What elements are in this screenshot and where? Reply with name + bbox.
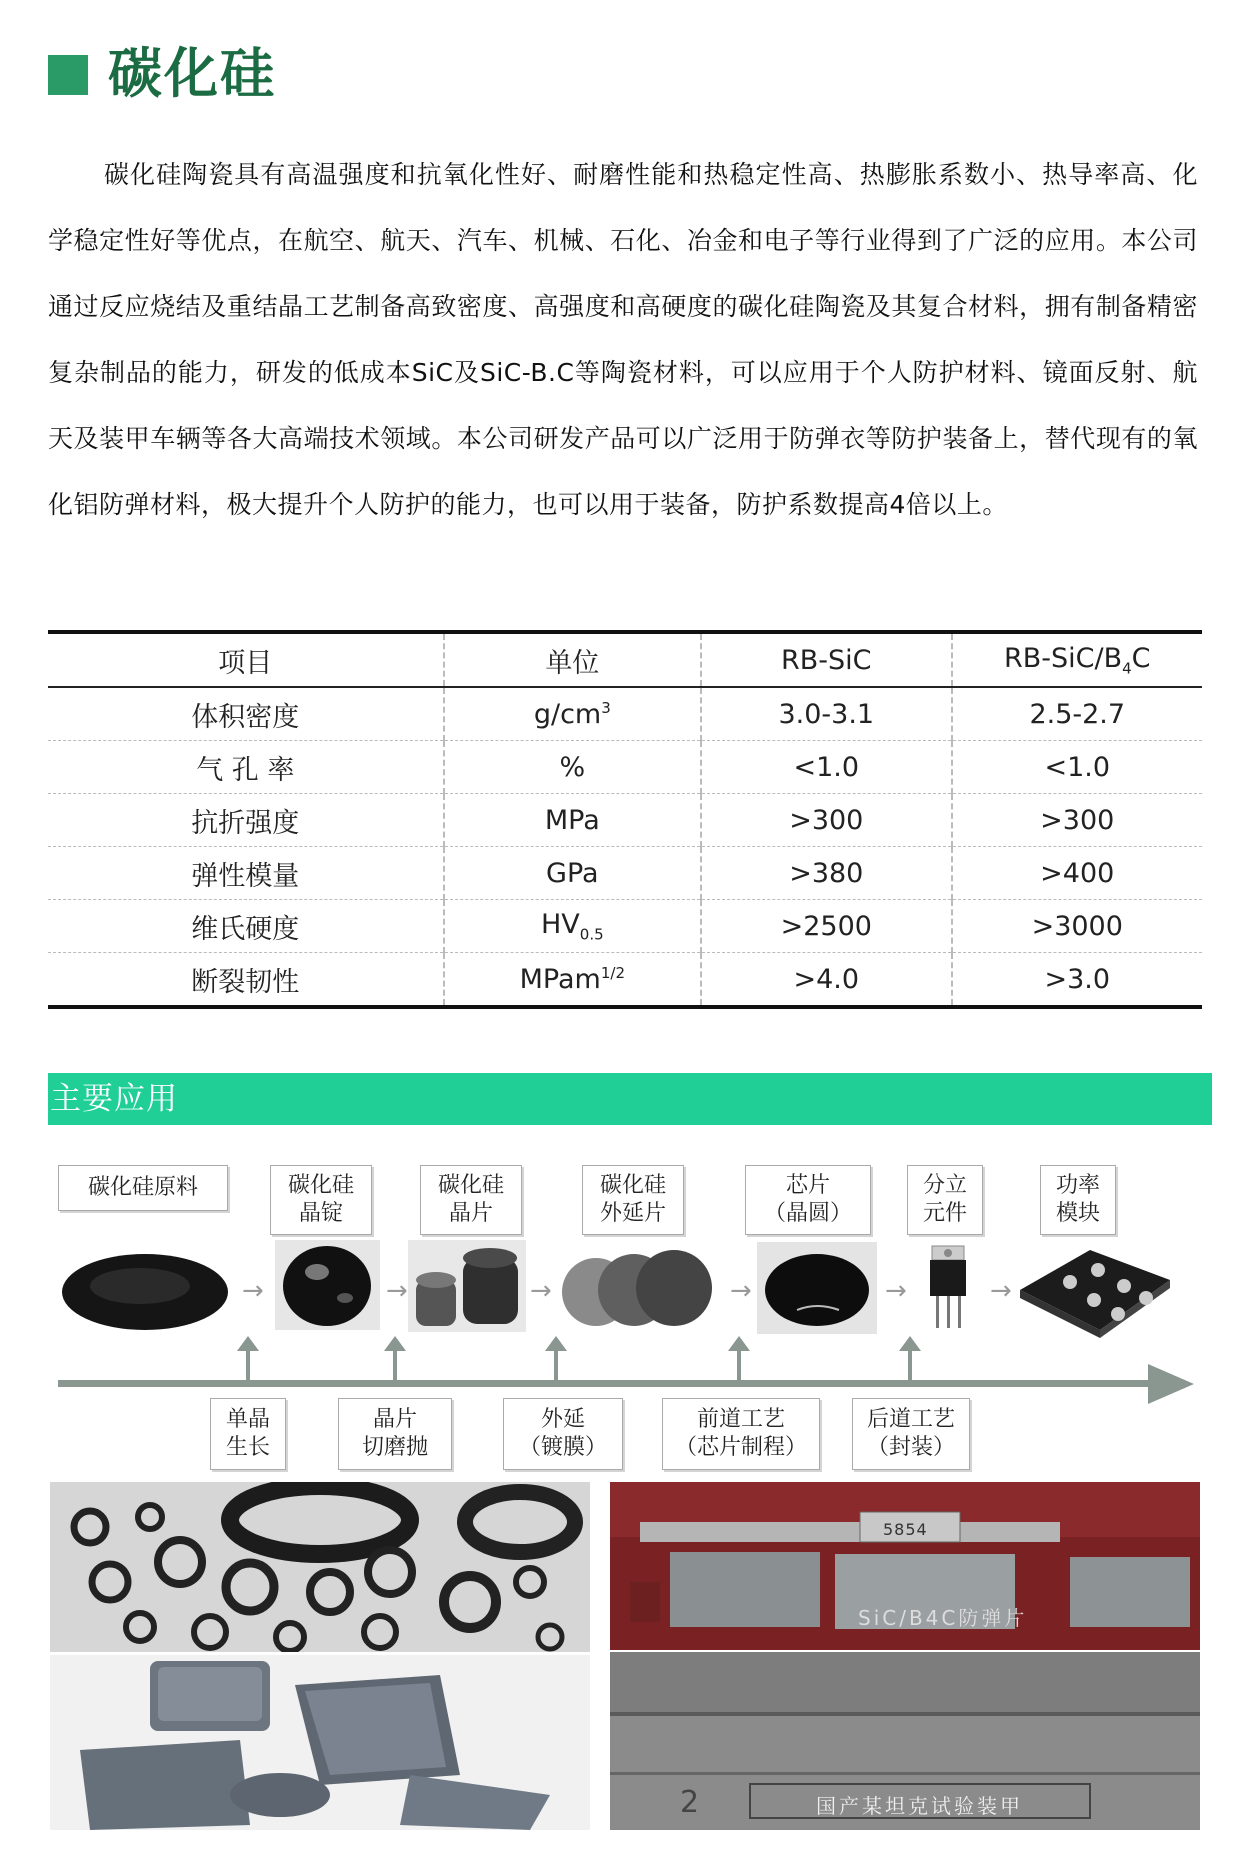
row-rb-value: >4.0 <box>701 953 951 1008</box>
flow-arrow: → <box>242 1276 264 1306</box>
section-title-bar: 主要应用 <box>48 1073 1212 1125</box>
row-rb-value: >2500 <box>701 900 951 953</box>
armor-plates-photo <box>610 1482 1200 1650</box>
armor-test-label: 国产某坦克试验装甲 <box>816 1794 1023 1818</box>
chip-wafer-photo <box>757 1242 877 1334</box>
row-rbb4c-value: >3.0 <box>952 953 1202 1008</box>
row-item: 体积密度 <box>191 701 300 733</box>
product-box-wafer <box>420 1165 522 1235</box>
product-label: 碳化硅 <box>437 1173 504 1198</box>
flow-arrow: → <box>990 1276 1012 1306</box>
row-rbb4c-value: >3000 <box>952 900 1202 953</box>
wafer-stack-photo <box>408 1240 526 1332</box>
product-label: 分立 <box>922 1173 967 1198</box>
product-label: 晶锭 <box>298 1201 343 1226</box>
header-unit: 单位 <box>444 632 701 687</box>
step-label: 晶片 <box>372 1407 417 1432</box>
step-box-crystal-growth <box>210 1398 286 1470</box>
product-box-discrete <box>907 1165 983 1235</box>
timeline-up-arrow <box>237 1336 259 1351</box>
product-label: 芯片 <box>785 1173 830 1198</box>
armor-test-photo <box>610 1652 1200 1830</box>
product-label: （晶圆） <box>763 1201 852 1226</box>
row-item: 气 孔 率 <box>196 754 295 786</box>
table-row <box>48 794 1202 847</box>
step-box-back-end <box>852 1398 970 1470</box>
step-label: （芯片制程） <box>674 1435 807 1460</box>
ceramic-trays-photo <box>50 1655 590 1830</box>
intro-section <box>48 142 1198 538</box>
header-rb-sic: RB-SiC <box>701 632 951 687</box>
timeline-up-arrow <box>728 1336 750 1351</box>
row-item: 维氏硬度 <box>191 913 300 945</box>
product-box-module <box>1040 1165 1116 1235</box>
step-box-epitaxy <box>503 1398 623 1470</box>
raw-powder-photo <box>60 1240 230 1340</box>
epi-wafer-photo <box>556 1240 716 1335</box>
armor-plate-label: SiC/B4C防弹片 <box>858 1606 1028 1630</box>
table-row <box>48 953 1202 1008</box>
product-label: 晶片 <box>448 1201 493 1226</box>
timeline-connector <box>246 1350 250 1382</box>
step-label: 外延 <box>540 1407 585 1432</box>
flow-arrow: → <box>530 1276 552 1306</box>
title-marker <box>48 55 88 95</box>
product-label: 模块 <box>1055 1201 1100 1226</box>
timeline-connector <box>908 1350 912 1382</box>
product-label: 功率 <box>1055 1173 1100 1198</box>
timeline-up-arrow <box>899 1336 921 1351</box>
table-header-row <box>48 632 1202 687</box>
row-item: 断裂韧性 <box>191 966 300 998</box>
step-label: 前道工艺 <box>696 1407 785 1432</box>
step-label: （封装） <box>866 1435 955 1460</box>
row-item: 弹性模量 <box>191 860 300 892</box>
table-row <box>48 687 1202 741</box>
product-box-ingot <box>270 1165 372 1235</box>
product-label: 碳化硅原料 <box>87 1175 198 1200</box>
row-rbb4c-value: >300 <box>952 794 1202 847</box>
discrete-device-photo <box>918 1240 978 1335</box>
step-box-slicing <box>338 1398 452 1470</box>
product-box-chip <box>745 1165 871 1235</box>
page-title: 碳化硅 <box>108 42 276 105</box>
row-rbb4c-value: >400 <box>952 847 1202 900</box>
row-rb-value: >380 <box>701 847 951 900</box>
product-box-epi-wafer <box>582 1165 684 1235</box>
ingot-photo <box>275 1240 380 1330</box>
product-label: 元件 <box>922 1201 967 1226</box>
svg-text:2: 2 <box>680 1785 700 1820</box>
timeline-up-arrow <box>384 1336 406 1351</box>
flow-arrow: → <box>730 1276 752 1306</box>
process-timeline <box>58 1380 1158 1387</box>
product-box-raw-material <box>58 1165 228 1211</box>
row-rb-value: >300 <box>701 794 951 847</box>
step-label: （镀膜） <box>518 1435 607 1460</box>
power-module-photo <box>1010 1240 1175 1340</box>
step-label: 单晶 <box>225 1407 270 1432</box>
properties-table <box>48 630 1202 1009</box>
flow-arrow: → <box>885 1276 907 1306</box>
header-item: 项目 <box>218 647 273 679</box>
row-unit: % <box>444 741 701 794</box>
row-unit: MPam$^{1/2}$ <box>444 953 701 1008</box>
table-row <box>48 741 1202 794</box>
row-rbb4c-value: 2.5-2.7 <box>952 687 1202 741</box>
timeline-up-arrow <box>545 1336 567 1351</box>
seal-rings-photo <box>50 1482 590 1652</box>
row-rb-value: 3.0-3.1 <box>701 687 951 741</box>
row-rb-value: <1.0 <box>701 741 951 794</box>
step-label: 切磨抛 <box>361 1435 428 1460</box>
product-label: 外延片 <box>599 1201 666 1226</box>
row-unit: GPa <box>444 847 701 900</box>
timeline-connector <box>554 1350 558 1382</box>
intro-paragraph: 碳化硅陶瓷具有高温强度和抗氧化性好、耐磨性能和热稳定性高、热膨胀系数小、热导率高、化学稳定性好等优点，在航空、航天、汽车、机械、石化、冶金和电子等行业得到了广泛的应用。本公司通过反应烧结及重结晶工艺制备高致密度、高强度和高硬度的碳化硅陶瓷及其复合材料，拥有制备精密复杂制品的能力，研发的低成本SiC及SiC-B.C等陶瓷材料，可以应用于个人防护材料、镜面反射、航天及装甲车辆等各大高端技术领域。本公司研发产品可以广泛用于防弹衣等防护装备上，替代现有的氧化铝防弹材料，极大提升个人防护的能力，也可以用于装备，防护系数提高4倍以上。 <box>48 160 1198 519</box>
timeline-connector <box>737 1350 741 1382</box>
flow-arrow: → <box>386 1276 408 1306</box>
product-label: 碳化硅 <box>287 1173 354 1198</box>
product-label: 碳化硅 <box>599 1173 666 1198</box>
timeline-connector <box>393 1350 397 1382</box>
caliper-readout: 5854 <box>883 1520 928 1539</box>
timeline-arrow-head <box>1148 1364 1194 1404</box>
header-rb-sic-b4c: $RB-SiC/B_4C$ <box>952 632 1202 687</box>
table-row <box>48 847 1202 900</box>
row-rbb4c-value: <1.0 <box>952 741 1202 794</box>
row-unit: $g/cm^3$ <box>444 687 701 741</box>
step-label: 生长 <box>225 1435 270 1460</box>
row-unit: $HV_{0.5}$ <box>444 900 701 953</box>
step-label: 后道工艺 <box>866 1407 955 1432</box>
row-item: 抗折强度 <box>191 807 300 839</box>
step-box-front-end <box>662 1398 820 1470</box>
row-unit: MPa <box>444 794 701 847</box>
table-row <box>48 900 1202 953</box>
